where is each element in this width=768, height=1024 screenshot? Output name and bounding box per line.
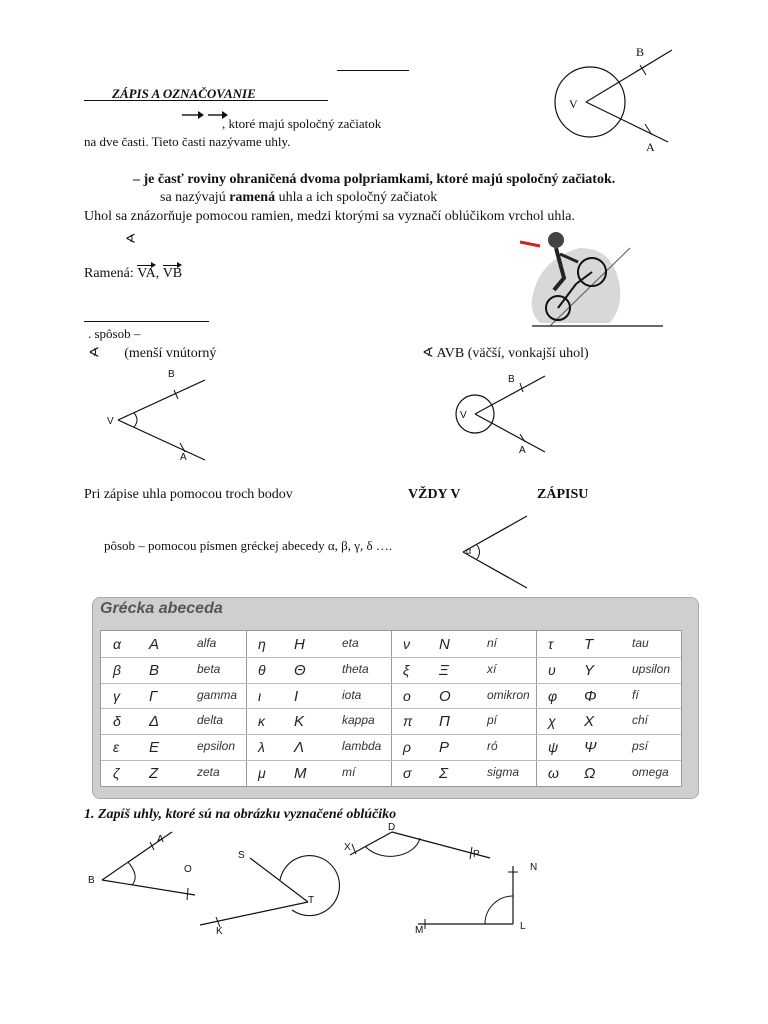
greek-name-cell: eta — [342, 636, 359, 650]
greek-name-cell: delta — [197, 713, 224, 728]
label-v-outer: V — [460, 410, 467, 421]
greek-lower-cell: α — [113, 636, 121, 652]
greek-upper-cell: Y — [584, 661, 595, 679]
greek-name-cell: iota — [342, 687, 362, 702]
greek-row-divider — [101, 734, 681, 735]
ray-vb: VB — [162, 266, 183, 281]
greek-lower-cell: ρ — [403, 739, 412, 756]
greek-upper-cell: Λ — [294, 739, 305, 757]
left-angle-text: (menší vnútorný — [124, 346, 217, 361]
greek-row-divider — [101, 683, 681, 684]
greek-lower-cell: σ — [403, 765, 412, 781]
greek-lower-cell: δ — [113, 713, 121, 730]
greek-lower-cell: ξ — [403, 661, 410, 678]
greek-lower-cell: π — [403, 713, 413, 730]
greek-lower-cell: φ — [548, 687, 558, 704]
greek-name-cell: ró — [487, 739, 498, 754]
greek-lower-cell: ω — [548, 765, 559, 781]
greek-lower-cell: ο — [403, 687, 411, 704]
greek-upper-cell: Ψ — [584, 739, 597, 757]
greek-upper-cell: E — [149, 739, 160, 757]
def-bold-ramena: ramená — [229, 190, 276, 205]
greek-lower-cell: λ — [258, 739, 265, 756]
greek-upper-cell: K — [294, 713, 305, 731]
greek-lower-cell: ν — [403, 636, 410, 652]
definition-bold: – je časť roviny ohraničená dvoma polpriamkami, ktoré majú spoločný začiatok. — [133, 172, 616, 187]
greek-upper-cell: Φ — [584, 687, 597, 705]
title-underline — [84, 100, 328, 101]
ramena-label: Ramená: — [84, 266, 138, 281]
greek-lower-cell: μ — [258, 765, 266, 781]
greek-lower-cell: η — [258, 636, 266, 652]
greek-name-cell: sigma — [487, 765, 520, 779]
greek-lower-cell: ι — [258, 687, 262, 704]
intro-line-1: , ktoré majú spoločný začiatok — [222, 116, 382, 131]
greek-lower-cell: υ — [548, 661, 556, 678]
label-a-top: A — [646, 140, 655, 154]
greek-upper-cell: X — [584, 713, 595, 731]
greek-upper-cell: N — [439, 636, 450, 653]
angle-diagram-inner — [100, 360, 220, 470]
def-post: uhla a ich spoločný začiatok — [275, 190, 438, 205]
label-b-top: B — [636, 45, 645, 59]
cyclist-illustration — [520, 228, 670, 332]
right-angle-symbol: ∢ — [422, 346, 434, 361]
greek-upper-cell: A — [149, 636, 160, 653]
blank-line-method1 — [84, 321, 209, 322]
ex-label-o: O — [184, 864, 192, 875]
greek-upper-cell: Θ — [294, 661, 306, 679]
greek-name-cell: beta — [197, 661, 221, 676]
greek-name-cell: theta — [342, 661, 369, 676]
greek-upper-cell: T — [584, 636, 594, 653]
greek-upper-cell: P — [439, 739, 450, 757]
always-label: VŽDY V — [408, 487, 461, 502]
greek-upper-cell: M — [294, 765, 307, 782]
greek-name-cell: chí — [632, 713, 649, 728]
greek-upper-cell: I — [294, 687, 299, 705]
label-alpha: α — [466, 546, 472, 556]
ex-label-s: S — [238, 850, 245, 861]
ray-va: VA — [137, 266, 156, 281]
ex-label-l: L — [520, 921, 526, 932]
greek-name-cell: kappa — [342, 713, 375, 728]
greek-lower-cell: ζ — [113, 765, 120, 781]
greek-upper-cell: B — [149, 661, 160, 679]
def-pre: sa nazývajú — [160, 190, 230, 205]
greek-name-cell: lambda — [342, 739, 382, 754]
ex-label-x: X — [344, 842, 351, 853]
greek-lower-cell: ε — [113, 739, 120, 756]
exercise-figures — [80, 820, 560, 940]
ex-label-a: A — [157, 834, 164, 845]
ex-label-n: N — [530, 862, 538, 873]
method1-right — [422, 345, 589, 362]
greek-upper-cell: Ω — [584, 765, 596, 782]
definition-line-2 — [160, 190, 437, 206]
label-b-inner: B — [168, 369, 175, 380]
greek-lower-cell: ψ — [548, 739, 559, 756]
greek-name-cell: gamma — [197, 687, 238, 702]
greek-name-cell: omikron — [487, 687, 530, 702]
greek-name-cell: pí — [487, 713, 498, 728]
right-angle-text: AVB (väčší, vonkajší uhol) — [433, 346, 589, 361]
blank-line-top — [337, 70, 409, 71]
definition-line-3: Uhol sa znázorňuje pomocou ramien, medzi ktorými sa vyznačí oblúčikom vrchol uhla. — [84, 209, 576, 224]
greek-name-cell: alfa — [197, 636, 217, 650]
intro-line-2: na dve časti. Tieto časti nazývame uhly. — [84, 134, 291, 149]
greek-name-cell: psí — [632, 739, 649, 754]
label-a-inner: A — [180, 452, 187, 463]
greek-upper-cell: H — [294, 636, 305, 653]
greek-upper-cell: Ξ — [439, 661, 449, 679]
greek-row-divider — [101, 708, 681, 709]
ex-label-m: M — [415, 925, 424, 936]
left-angle-symbol: ∢ — [88, 346, 100, 361]
greek-upper-cell: Π — [439, 713, 450, 731]
ex-label-t: T — [308, 895, 315, 906]
greek-upper-cell: O — [439, 687, 451, 705]
greek-method-line: pôsob – pomocou písmen gréckej abecedy α, β, γ, δ …. — [104, 538, 393, 553]
greek-upper-cell: Σ — [439, 765, 448, 782]
greek-upper-cell: Z — [149, 765, 159, 782]
greek-lower-cell: χ — [548, 713, 556, 730]
page-title: ZÁPIS A OZNAČOVANIE — [112, 86, 256, 101]
greek-lower-cell: β — [113, 661, 121, 678]
greek-name-cell: upsilon — [632, 661, 671, 676]
method1-label: . spôsob – — [88, 326, 141, 341]
greek-name-cell: fí — [632, 687, 639, 702]
exercise-title: 1. Zapíš uhly, ktoré sú na obrázku vyznačené oblúčiko — [84, 807, 397, 822]
greek-name-cell: mí — [342, 765, 356, 779]
greek-lower-cell: κ — [258, 713, 265, 730]
greek-name-cell: zeta — [197, 765, 220, 779]
zapisu-label: ZÁPISU — [537, 487, 589, 502]
greek-name-cell: omega — [632, 765, 669, 779]
label-v-top: V — [569, 97, 578, 111]
ex-label-p: P — [473, 849, 480, 860]
greek-name-cell: epsilon — [197, 739, 236, 754]
ramena-comma: , — [155, 266, 163, 281]
greek-lower-cell: τ — [548, 636, 554, 652]
greek-name-cell: tau — [632, 636, 649, 650]
greek-row-divider — [101, 760, 681, 761]
greek-upper-cell: Δ — [149, 713, 160, 731]
ex-label-k: K — [216, 926, 223, 937]
angle-symbol: ∢ — [125, 231, 136, 246]
greek-upper-cell: Γ — [149, 687, 158, 705]
greek-lower-cell: θ — [258, 661, 266, 678]
greek-lower-cell: γ — [113, 687, 120, 704]
ex-label-d: D — [388, 822, 396, 833]
label-v-inner: V — [107, 416, 114, 427]
angle-diagram-top — [540, 40, 680, 155]
ex-label-b: B — [88, 875, 95, 886]
label-b-outer: B — [508, 374, 515, 385]
greek-table-title: Grécka abeceda — [100, 600, 223, 617]
greek-name-cell: xí — [487, 661, 497, 676]
three-points-line: Pri zápise uhla pomocou troch bodov — [84, 487, 293, 502]
greek-name-cell: ní — [487, 636, 498, 650]
greek-table — [100, 630, 682, 787]
greek-row-divider — [101, 657, 681, 658]
ramena-line — [84, 266, 182, 282]
label-a-outer: A — [519, 445, 526, 456]
